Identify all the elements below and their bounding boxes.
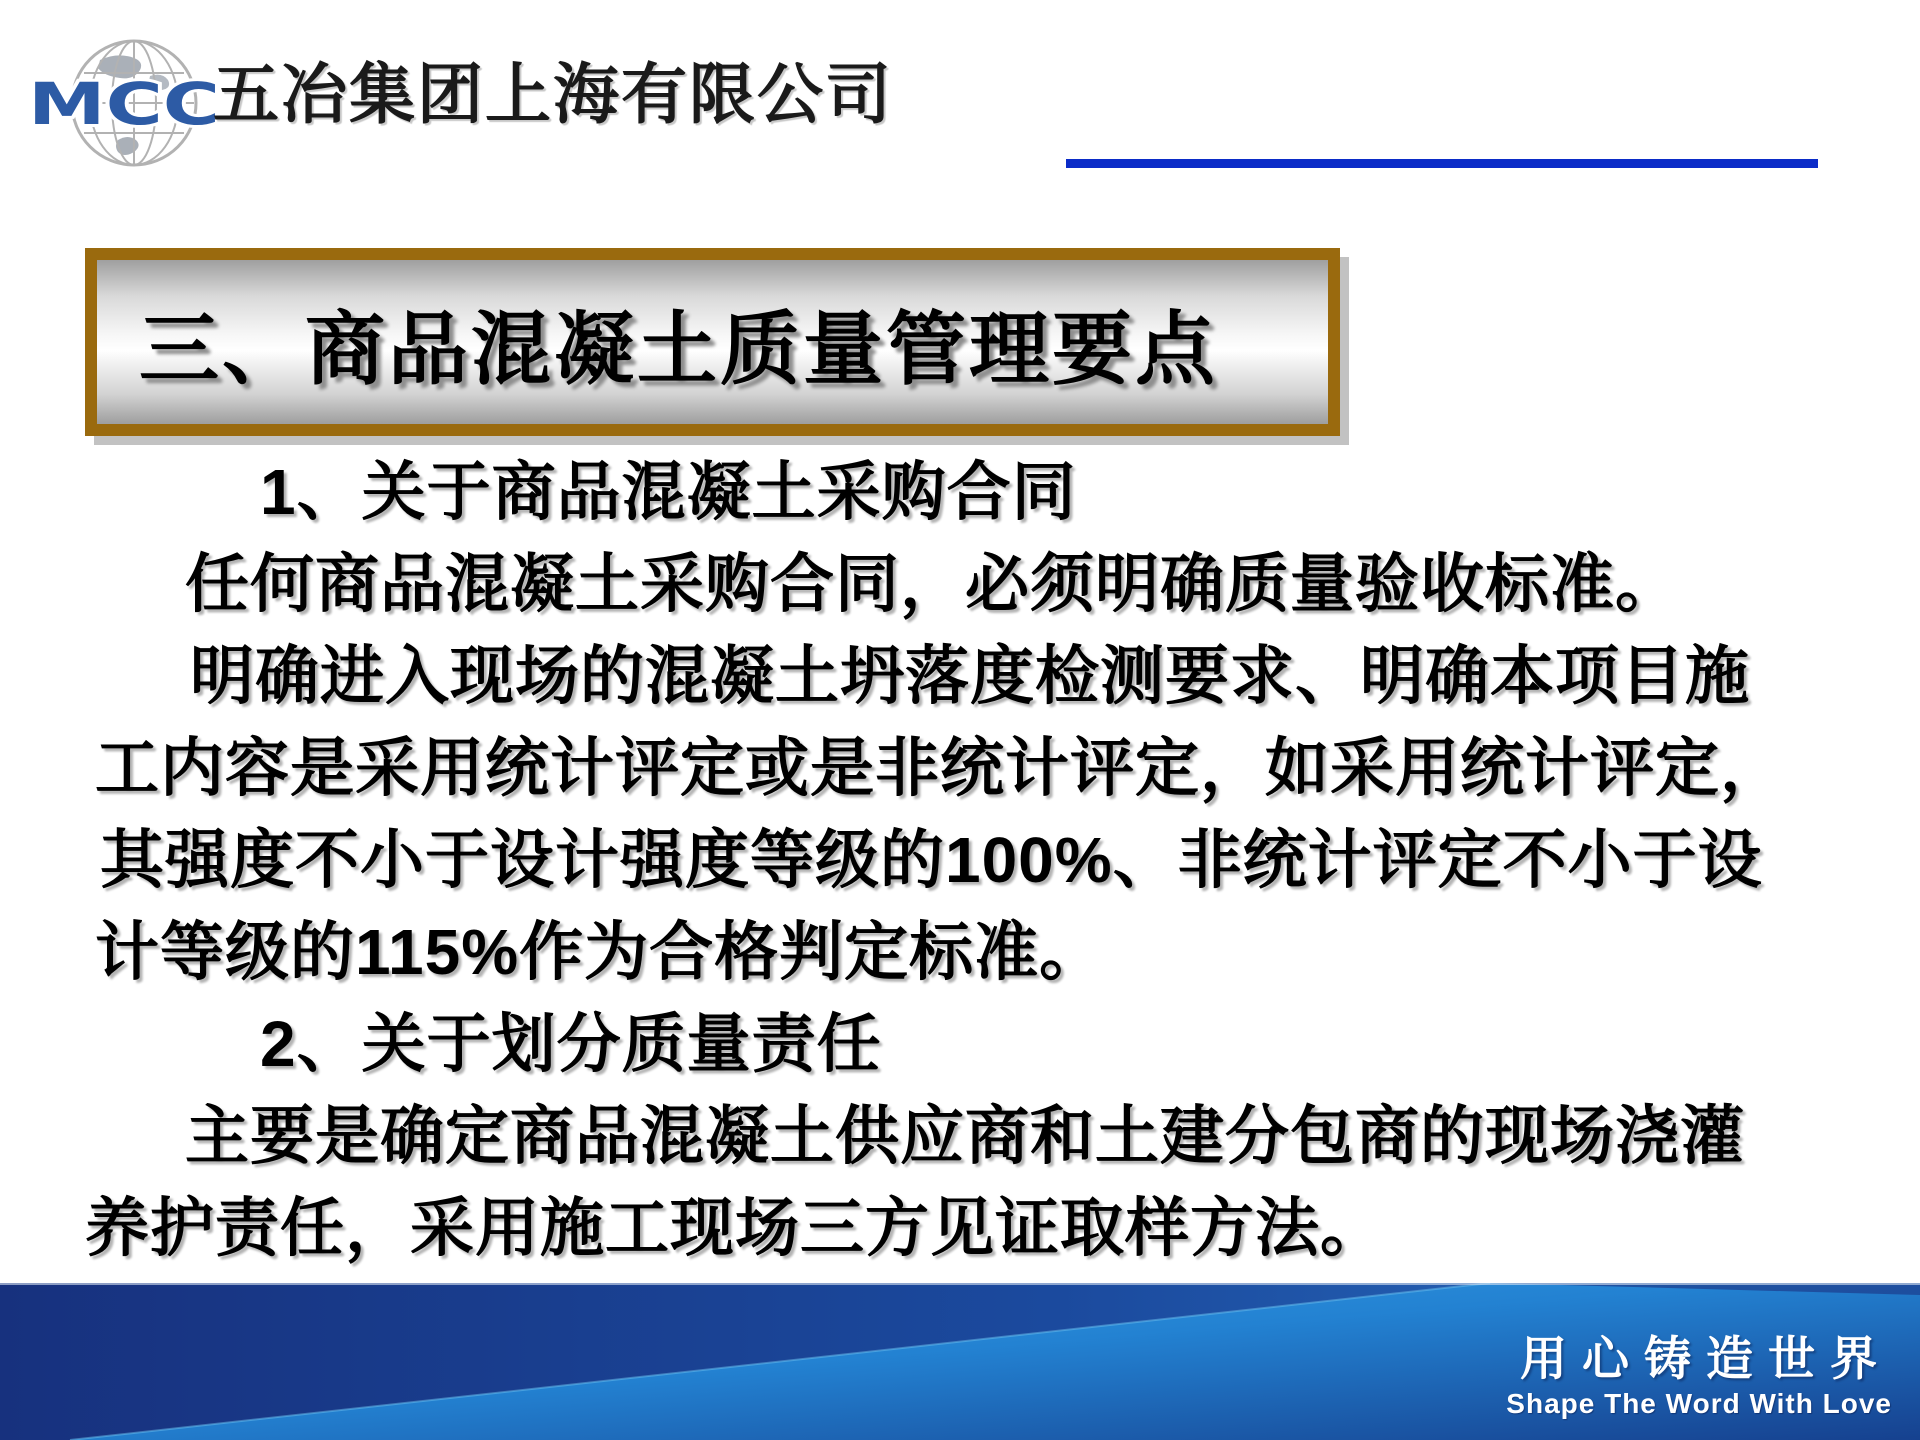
title-banner xyxy=(85,248,1340,436)
body-text xyxy=(0,446,1920,1274)
header-underline xyxy=(1066,159,1818,168)
body-line-5: 其强度不小于设计强度等级的100%、非统计评定不小于设 xyxy=(100,824,1763,896)
body-line-1: 1、关于商品混凝土采购合同 xyxy=(260,456,1077,528)
company-name: 五冶集团上海有限公司 xyxy=(213,57,893,131)
mcc-globe-logo-icon xyxy=(22,28,227,178)
logo-text: MCC xyxy=(28,70,220,138)
footer-slogan-cn: 用心铸造世界 xyxy=(1520,1332,1892,1385)
body-line-2: 任何商品混凝土采购合同，必须明确质量验收标准。 xyxy=(185,548,1680,620)
body-line-7: 2、关于划分质量责任 xyxy=(260,1008,882,1080)
body-line-6: 计等级的115%作为合格判定标准。 xyxy=(95,916,1105,988)
body-line-8: 主要是确定商品混凝土供应商和土建分包商的现场浇灌 xyxy=(185,1100,1745,1172)
body-line-9: 养护责任，采用施工现场三方见证取样方法。 xyxy=(85,1192,1385,1264)
body-line-3: 明确进入现场的混凝土坍落度检测要求、明确本项目施 xyxy=(190,640,1750,712)
body-line-4: 工内容是采用统计评定或是非统计评定，如采用统计评定， xyxy=(95,732,1785,804)
footer-slogan-en: Shape The Word With Love xyxy=(1506,1388,1892,1419)
slide-title: 三、商品混凝土质量管理要点 xyxy=(139,306,1218,395)
